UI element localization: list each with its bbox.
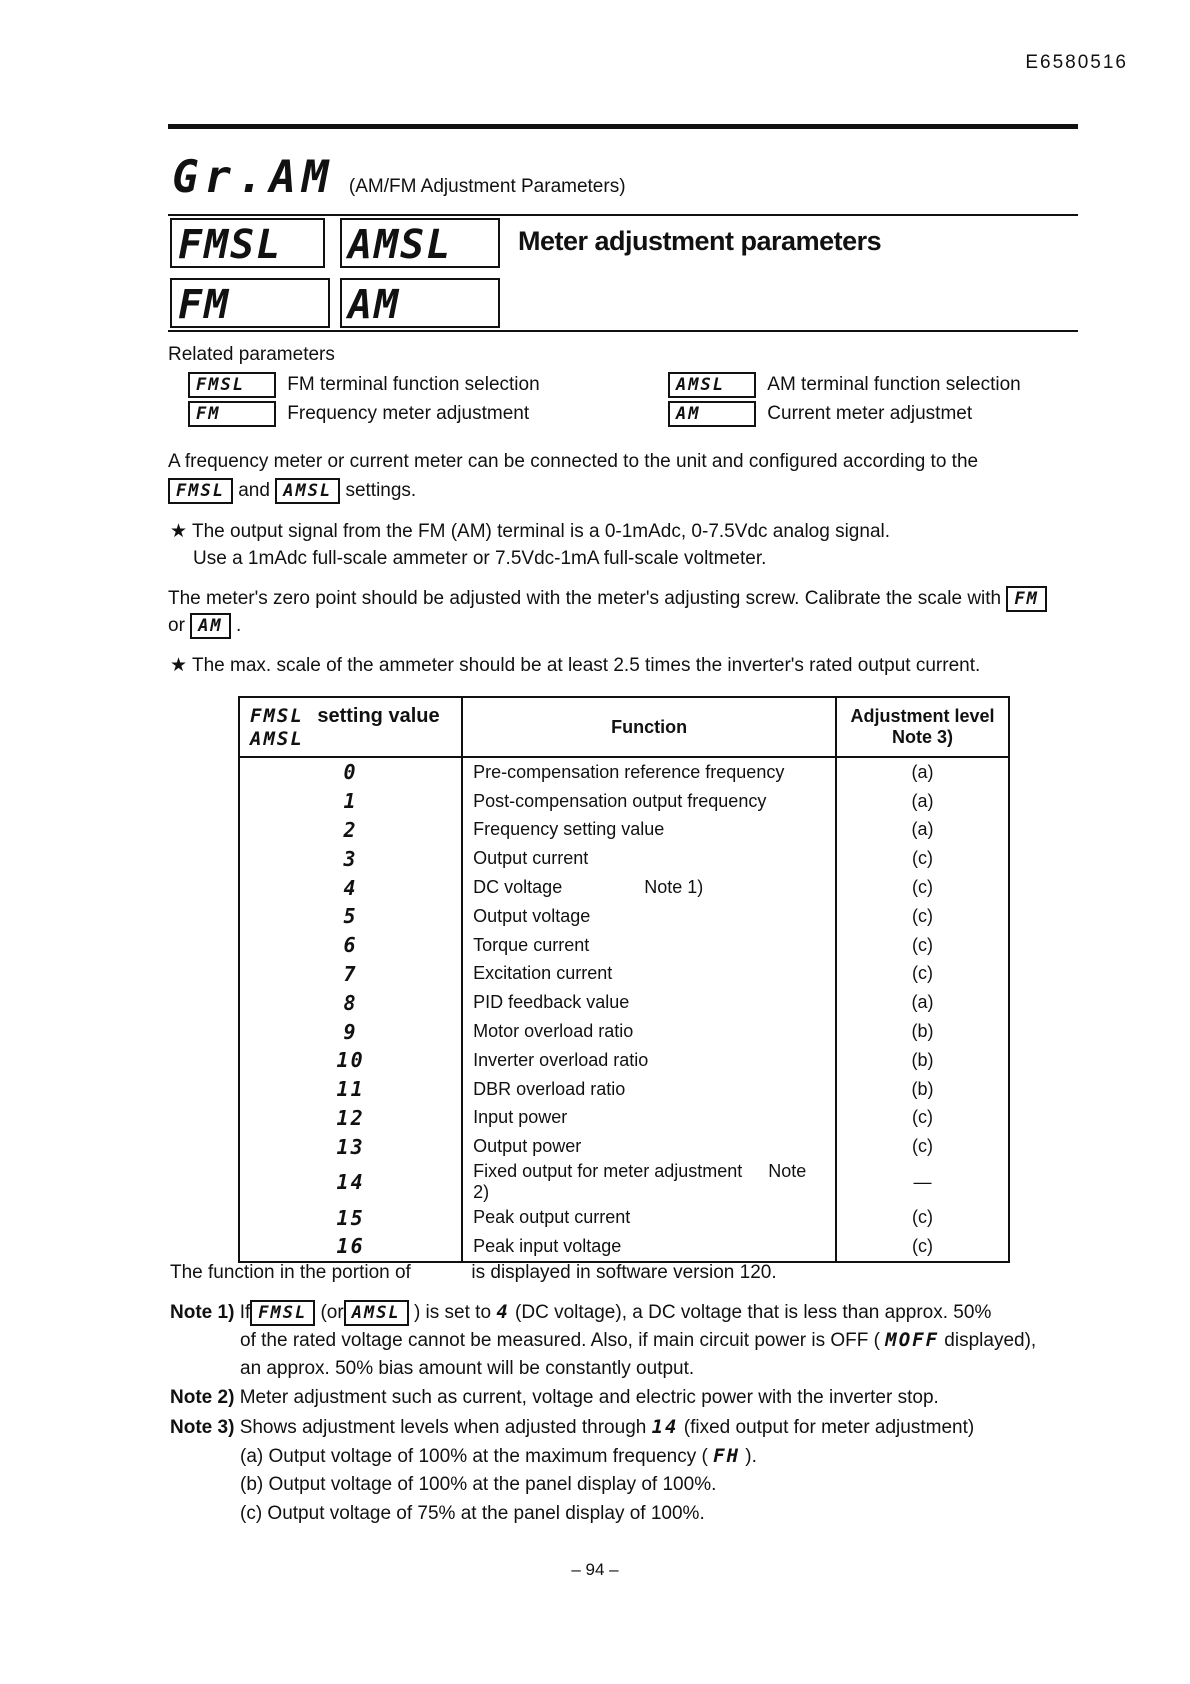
note-1-line-2 (240, 1329, 1036, 1352)
function-cell (462, 1161, 836, 1203)
star-note-2-text: The max. scale of the ammeter should be at least 2.5 times the inverter's rated output current. (191, 655, 981, 676)
table-row (239, 1232, 1009, 1262)
note-1-code-amsl: AMSL (344, 1300, 409, 1326)
related-item-am (668, 401, 972, 427)
note-1-code-4: 4 (496, 1301, 510, 1323)
note-1-p2: (or (320, 1302, 344, 1323)
table-header-row (239, 697, 1009, 757)
table-row (239, 902, 1009, 931)
header-code-fmsl: FMSL (250, 704, 304, 727)
function-cell (462, 1046, 836, 1075)
star-note-1-line2: Use a 1mAdc full-scale ammeter or 7.5Vdc-1mA full-scale voltmeter. (193, 548, 767, 569)
setting-value: 12 (239, 1104, 462, 1133)
intro-line-1: A frequency meter or current meter can be connected to the unit and configured according to the (168, 451, 979, 472)
function-text: Excitation current (473, 963, 613, 984)
document-id: E6580516 (1025, 52, 1128, 73)
note-1-line-1 (170, 1300, 991, 1326)
page-number: – 94 – (571, 1560, 619, 1579)
star-note-1 (170, 520, 890, 543)
note-3-a-end: ). (745, 1446, 757, 1467)
note-2-text: Meter adjustment such as current, voltage and electric power with the inverter stop. (239, 1387, 939, 1408)
related-heading: Related parameters (168, 344, 335, 365)
setting-value: 8 (239, 988, 462, 1017)
setting-value: 13 (239, 1132, 462, 1161)
note-3-text-b: (fixed output for meter adjustment) (683, 1417, 975, 1438)
note-3-item-a (240, 1445, 757, 1468)
function-cell (462, 816, 836, 845)
header-code-amsl: AMSL (250, 727, 304, 750)
function-text: Output power (473, 1136, 582, 1157)
function-text: Inverter overload ratio (473, 1049, 649, 1070)
level-cell: (c) (836, 931, 1009, 960)
level-cell: (a) (836, 816, 1009, 845)
setting-value: 1 (239, 787, 462, 816)
function-text: Pre-compensation reference frequency (473, 761, 785, 782)
star-icon: ★ (170, 521, 188, 542)
intro-code-fmsl: FMSL (168, 478, 233, 504)
function-cell (462, 1104, 836, 1133)
function-cell (462, 931, 836, 960)
setting-value: 0 (239, 757, 462, 787)
table-row (239, 787, 1009, 816)
group-title: (AM/FM Adjustment Parameters) (348, 176, 626, 197)
level-cell: (b) (836, 1046, 1009, 1075)
header-setting-label: setting value (317, 704, 440, 727)
function-cell (462, 902, 836, 931)
setting-value: 7 (239, 960, 462, 989)
intro-code-amsl: AMSL (275, 478, 340, 504)
table-row (239, 1203, 1009, 1232)
function-text: Motor overload ratio (473, 1021, 634, 1042)
note-1-line-3: an approx. 50% bias amount will be constantly output. (240, 1358, 695, 1379)
code-box-fm: FM (170, 278, 330, 328)
table-row (239, 960, 1009, 989)
level-cell: (a) (836, 988, 1009, 1017)
table-row (239, 816, 1009, 845)
note-2-label: Note 2) (170, 1387, 235, 1408)
software-note-a: The function in the portion of (170, 1262, 411, 1283)
related-item-fmsl (188, 372, 540, 398)
header-level-label: Adjustment level (850, 706, 995, 726)
related-label: FM terminal function selection (287, 374, 540, 395)
function-note: Note 2) (473, 1161, 807, 1203)
setting-value: 2 (239, 816, 462, 845)
note-1-p1: If (239, 1302, 251, 1323)
zero-point-line-1 (168, 586, 1047, 612)
function-text: Peak output current (473, 1207, 631, 1228)
function-text: Input power (473, 1107, 568, 1128)
table-row (239, 1132, 1009, 1161)
level-cell: (a) (836, 757, 1009, 787)
table-row (239, 1075, 1009, 1104)
intro-settings: settings. (345, 480, 417, 501)
function-text: Fixed output for meter adjustment (473, 1161, 743, 1182)
table-row (239, 988, 1009, 1017)
header-adjustment-level (836, 697, 1009, 757)
setting-value: 4 (239, 873, 462, 902)
note-3-a-text: (a) Output voltage of 100% at the maximum frequency ( (240, 1446, 708, 1467)
note-3 (170, 1416, 974, 1439)
related-code: FM (188, 401, 276, 427)
star-note-1-line1: The output signal from the FM (AM) terminal is a 0-1mAdc, 0-7.5Vdc analog signal. (191, 521, 891, 542)
software-note (170, 1262, 777, 1284)
level-cell: (c) (836, 873, 1009, 902)
zero-point-or: or (168, 615, 185, 636)
zero-point-dot: . (235, 615, 242, 636)
related-label: Frequency meter adjustment (287, 403, 530, 424)
related-label: AM terminal function selection (767, 374, 1021, 395)
function-cell (462, 873, 836, 902)
setting-value: 5 (239, 902, 462, 931)
function-text: Output current (473, 848, 589, 869)
code-box-amsl: AMSL (340, 218, 500, 268)
function-text: Frequency setting value (473, 819, 665, 840)
related-code: AMSL (668, 372, 756, 398)
function-text: Peak input voltage (473, 1235, 622, 1256)
table-row (239, 1104, 1009, 1133)
note-1-line2b: displayed), (944, 1330, 1037, 1351)
star-note-2 (170, 654, 980, 677)
note-1-line2a: of the rated voltage cannot be measured. Also, if main circuit power is OFF ( (240, 1330, 880, 1351)
software-note-b: is displayed in software version 120. (471, 1262, 777, 1283)
function-cell (462, 1232, 836, 1262)
level-cell: (a) (836, 787, 1009, 816)
header-setting-value (239, 697, 462, 757)
level-cell: (c) (836, 1132, 1009, 1161)
level-cell: (c) (836, 1104, 1009, 1133)
intro-line-2 (168, 478, 416, 504)
function-cell (462, 1075, 836, 1104)
zero-point-line-2 (168, 613, 241, 639)
note-2 (170, 1387, 939, 1409)
function-cell (462, 988, 836, 1017)
header-level-note: Note 3) (892, 727, 954, 747)
table-row (239, 844, 1009, 873)
setting-value: 9 (239, 1017, 462, 1046)
table-row (239, 1046, 1009, 1075)
table-row (239, 1161, 1009, 1203)
related-item-amsl (668, 372, 1021, 398)
star-icon: ★ (170, 655, 188, 676)
note-3-label: Note 3) (170, 1417, 235, 1438)
code-box-fmsl: FMSL (170, 218, 325, 268)
function-cell (462, 960, 836, 989)
note-1-code-moff: MOFF (885, 1329, 940, 1351)
note-1-p3: ) is set to (413, 1302, 492, 1323)
function-table (238, 696, 1010, 1263)
table-row (239, 931, 1009, 960)
note-1-code-fmsl: FMSL (250, 1300, 315, 1326)
function-cell (462, 844, 836, 873)
setting-value: 16 (239, 1232, 462, 1262)
function-text: PID feedback value (473, 992, 630, 1013)
level-cell: (c) (836, 1203, 1009, 1232)
setting-value: 10 (239, 1046, 462, 1075)
table-row (239, 757, 1009, 787)
level-cell: (c) (836, 844, 1009, 873)
function-cell (462, 1132, 836, 1161)
function-note: Note 1) (644, 877, 704, 898)
note-3-code-14: 14 (651, 1416, 679, 1438)
note-3-item-b: (b) Output voltage of 100% at the panel display of 100%. (240, 1474, 717, 1495)
group-code: Gr.AM (172, 152, 335, 203)
setting-value: 6 (239, 931, 462, 960)
note-3-a-code: FH (713, 1445, 741, 1467)
level-cell: — (836, 1161, 1009, 1203)
function-text: Post-compensation output frequency (473, 790, 767, 811)
setting-value: 14 (239, 1161, 462, 1203)
related-code: AM (668, 401, 756, 427)
table-row (239, 873, 1009, 902)
related-code: FMSL (188, 372, 276, 398)
function-text: DC voltage (473, 877, 563, 898)
setting-value: 11 (239, 1075, 462, 1104)
intro-and: and (238, 480, 270, 501)
level-cell: (b) (836, 1075, 1009, 1104)
function-text: Output voltage (473, 905, 591, 926)
section-title: Meter adjustment parameters (518, 226, 882, 256)
function-cell (462, 787, 836, 816)
function-cell (462, 1203, 836, 1232)
function-cell (462, 757, 836, 787)
function-cell (462, 1017, 836, 1046)
level-cell: (b) (836, 1017, 1009, 1046)
setting-value: 15 (239, 1203, 462, 1232)
related-item-fm (188, 401, 529, 427)
zero-point-code-fm: FM (1006, 586, 1046, 612)
top-rule (168, 124, 1078, 129)
note-1-p4: (DC voltage), a DC voltage that is less than approx. 50% (515, 1302, 992, 1323)
function-text: Torque current (473, 934, 590, 955)
level-cell: (c) (836, 960, 1009, 989)
setting-value: 3 (239, 844, 462, 873)
table-row (239, 1017, 1009, 1046)
code-box-am: AM (340, 278, 500, 328)
note-3-item-c: (c) Output voltage of 75% at the panel display of 100%. (240, 1503, 705, 1524)
section-rule-bottom (168, 330, 1078, 332)
note-1-label: Note 1) (170, 1302, 235, 1323)
level-cell: (c) (836, 1232, 1009, 1262)
function-text: DBR overload ratio (473, 1078, 626, 1099)
header-function: Function (462, 697, 836, 757)
note-3-text-a: Shows adjustment levels when adjusted through (239, 1417, 647, 1438)
zero-point-code-am: AM (190, 613, 230, 639)
section-rule-top (168, 214, 1078, 216)
group-heading (172, 152, 626, 204)
related-label: Current meter adjustmet (767, 403, 973, 424)
level-cell: (c) (836, 902, 1009, 931)
zero-point-text: The meter's zero point should be adjusted with the meter's adjusting screw. Calibrate the scale with (168, 588, 1002, 609)
